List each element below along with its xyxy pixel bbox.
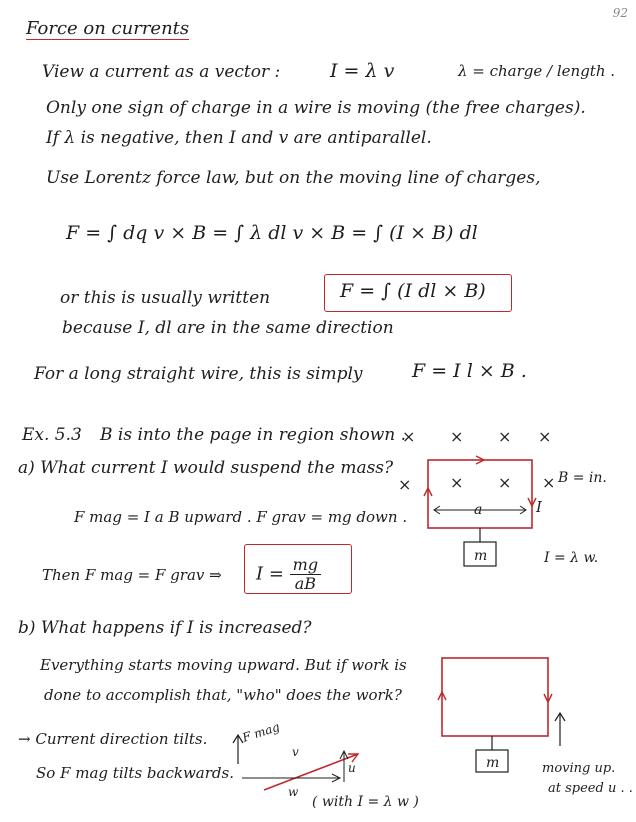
v-label: v <box>292 745 299 759</box>
fraction-denominator: aB <box>294 574 317 593</box>
fraction-numerator: mg <box>290 556 321 575</box>
x-mark: × <box>402 427 416 446</box>
eq-current-lambda-v: I = λ v <box>330 60 395 82</box>
line-current-tilts: → Current direction tilts. <box>18 730 208 748</box>
example-heading: Ex. 5.3 <box>22 425 82 445</box>
with-current-label: ( with I = λ w ) <box>312 794 419 810</box>
x-mark: × <box>398 475 412 494</box>
example-text: B is into the page in region shown . <box>100 425 407 445</box>
figure-moving-loop <box>420 650 636 820</box>
x-mark: × <box>498 473 512 492</box>
line-one-sign: Only one sign of charge in a wire is moving (the free charges). <box>46 98 586 118</box>
line-same-direction: because I, dl are in the same direction <box>62 318 394 338</box>
fraction-mg-over-aB <box>290 556 321 593</box>
lambda-definition: λ = charge / length . <box>458 62 616 80</box>
eq-force-long-wire: F = I l × B . <box>412 360 527 382</box>
mass-label: m <box>474 548 488 564</box>
fmag-label: F mag <box>240 719 282 745</box>
moving-current-loop <box>442 658 548 736</box>
eq-force-integral: F = ∫ dq v × B = ∫ λ dl v × B = ∫ (I × B) dl <box>66 222 478 244</box>
at-speed-label: at speed u . . <box>548 781 633 796</box>
i-lambda-w: I = λ w. <box>544 550 599 566</box>
question-b: b) What happens if I is increased? <box>18 618 312 638</box>
current-label: I <box>536 498 542 516</box>
boxed-force-formula-text: F = ∫ (I dl × B) <box>340 280 486 302</box>
x-mark: × <box>538 427 552 446</box>
x-mark: × <box>498 427 512 446</box>
w-label: w <box>288 785 299 799</box>
question-a: a) What current I would suspend the mass? <box>18 458 394 478</box>
x-mark: × <box>450 473 464 492</box>
moving-up-label: moving up. <box>542 761 616 776</box>
page-number: 92 <box>612 6 628 20</box>
u-label: u <box>348 761 356 775</box>
line-current-vector-text: View a current as a vector : <box>42 62 281 82</box>
boxed-current-lhs: I = <box>256 563 284 585</box>
page-title: Force on currents <box>26 18 190 39</box>
b-in-label: B = in. <box>558 470 607 486</box>
line-usually-written: or this is usually written <box>60 288 271 308</box>
fmag-equation: F mag = I a B upward . F grav = mg down . <box>74 508 408 526</box>
figure-loop-in-field <box>380 418 636 588</box>
line-who-does-work: done to accomplish that, "who" does the work? <box>44 686 402 704</box>
moving-mass-label: m <box>486 755 500 771</box>
x-mark: × <box>542 473 556 492</box>
line-lorentz: Use Lorentz force law, but on the moving line of charges, <box>46 168 541 188</box>
line-current-vector <box>42 62 280 82</box>
line-antiparallel: If λ is negative, then I and v are antiparallel. <box>46 128 432 148</box>
width-label: a <box>474 502 483 518</box>
boxed-current-answer-text <box>256 556 321 593</box>
x-mark: × <box>450 427 464 446</box>
line-long-wire: For a long straight wire, this is simply <box>34 364 363 384</box>
line-fmag-tilts: So F mag tilts backwards. <box>36 764 234 782</box>
then-equation: Then F mag = F grav ⇒ <box>42 566 222 584</box>
figure-tilted-force <box>228 719 428 822</box>
line-everything-moves: Everything starts moving upward. But if work is <box>40 656 407 674</box>
